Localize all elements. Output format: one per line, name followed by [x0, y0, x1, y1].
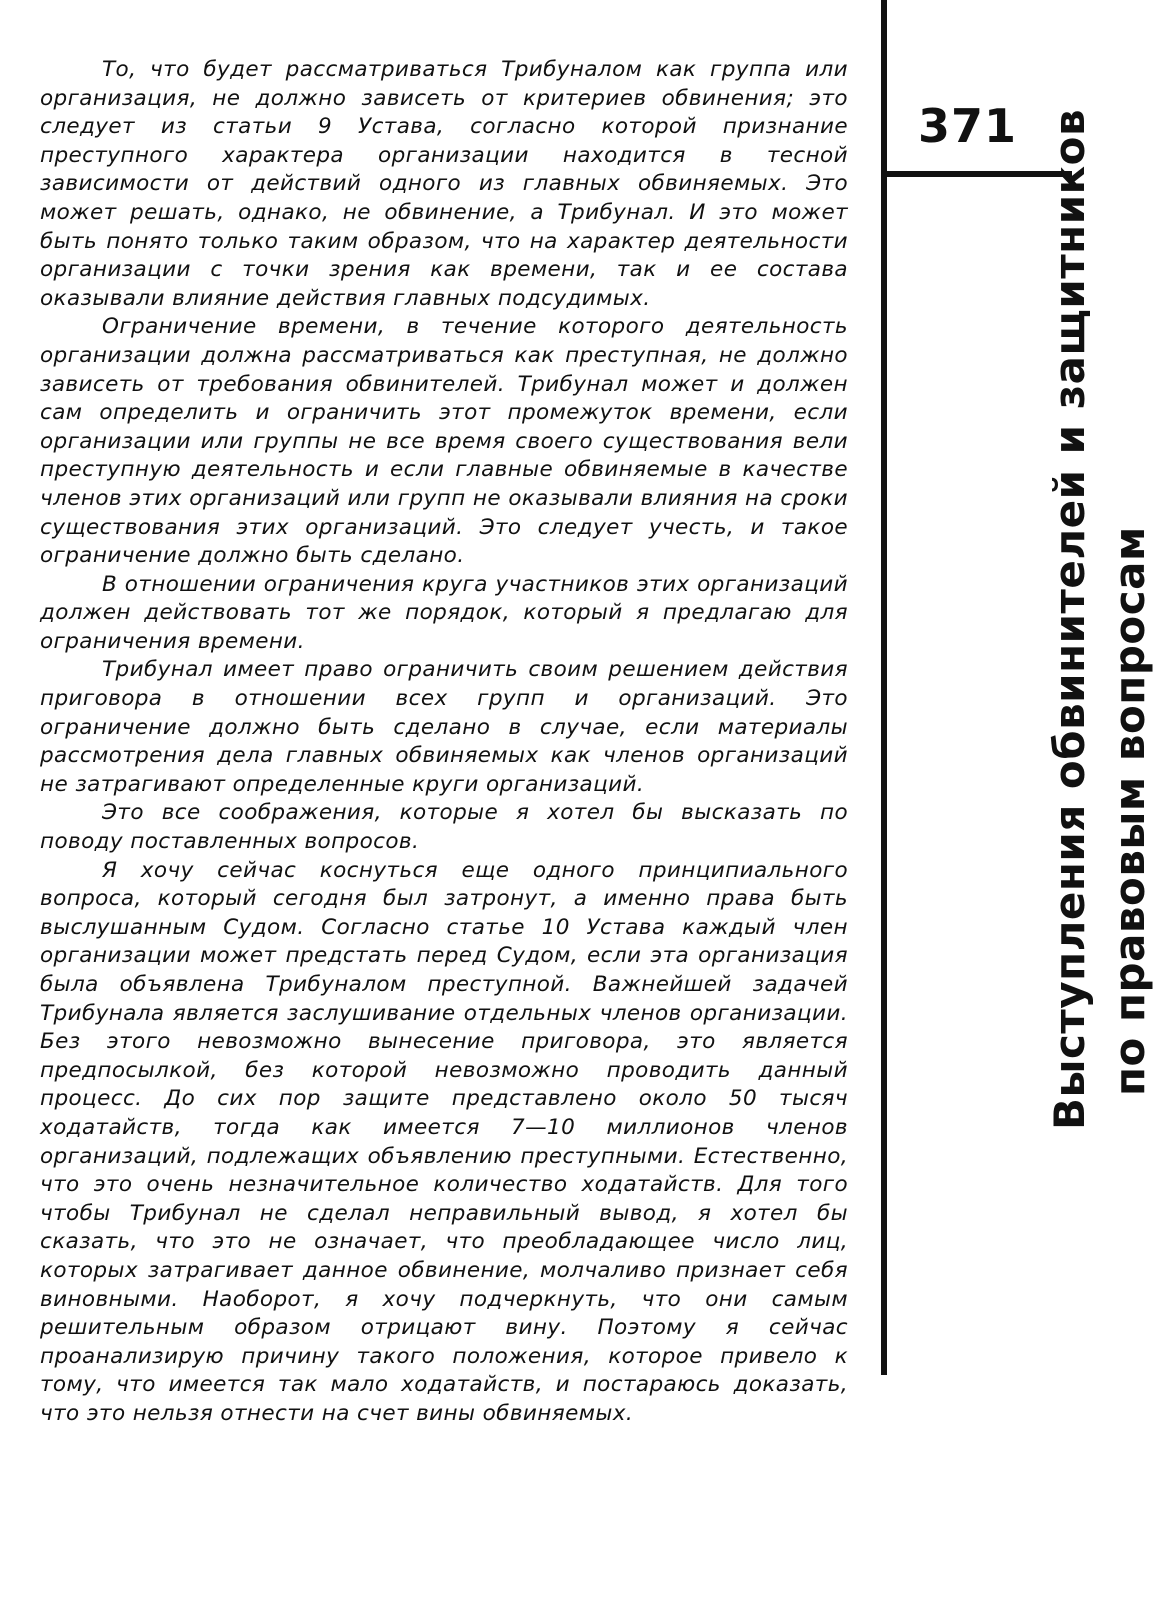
- page-number: 371: [918, 99, 1018, 153]
- margin-rule-vertical: [881, 0, 887, 1375]
- body-text: [40, 56, 848, 1429]
- running-head-line-1: Выступления обвинителей и защитников: [1045, 108, 1094, 1130]
- running-head-line-2: по правовым вопросам: [1105, 526, 1154, 1096]
- paragraph: Трибунал имеет право ограничить своим решением действия приговора в отношении всех групп и организаций. Это ограничение должно быть сделано в случае, если материалы рассмотрения дела главных обвиняемых как членов организаций не затрагивают определенные круги организаций.: [40, 657, 848, 797]
- paragraph: Это все соображения, которые я хотел бы высказать по поводу поставленных вопросов.: [40, 800, 848, 855]
- running-head: [1040, 108, 1160, 1130]
- paragraph: То, что будет рассматриваться Трибуналом как группа или организация, не должно зависеть от критериев обвинения; это следует из статьи 9 Устава, согласно которой признание преступного характера организации находится в тесной зависимости от действий одного из главных обвиняемых. Это может решать, однако, не обвинение, а Трибунал. И это может быть понято только таким образом, что на характер деятельности организации с точки зрения как времени, так и ее состава оказывали влияние действия главных подсудимых.: [40, 57, 848, 311]
- paragraph: Я хочу сейчас коснуться еще одного принципиального вопроса, который сегодня был затронут, а именно права быть выслушанным Судом. Согласно статье 10 Устава каждый член организации может предстать перед Судом, если эта организация была объявлена Трибуналом преступной. Важнейшей задачей Трибунала является заслушивание отдельных членов организации. Без этого невозможно вынесение приговора, это является предпосылкой, без которой невозможно проводить данный процесс. До сих пор защите представлено около 50 тысяч ходатайств, тогда как имеется 7—10 миллионов членов организаций, подлежащих объявлению преступными. Естественно, что это очень незначительное количество ходатайств. Для того чтобы Трибунал не сделал неправильный вывод, я хотел бы сказать, что это не означает, что преобладающее число лиц, которых затрагивает данное обвинение, молчаливо признает себя виновными. Наоборот, я хочу подчеркнуть, что они самым решительным образом отрицают вину. Поэтому я сейчас проанализирую причину такого положения, которое привело к тому, что имеется так мало ходатайств, и постараюсь доказать, что это нельзя отнести на счет вины обвиняемых.: [40, 857, 848, 1426]
- paragraph: Ограничение времени, в течение которого деятельность организации должна рассматриваться как преступная, не должно зависеть от требования обвинителей. Трибунал может и должен сам определить и ограничить этот промежуток времени, если организации или группы не все время своего существования вели преступную деятельность и если главные обвиняемые в качестве членов этих организаций или групп не оказывали влияния на сроки существования этих организаций. Это следует учесть, и такое ограничение должно быть сделано.: [40, 314, 848, 569]
- paragraph: В отношении ограничения круга участников этих организаций должен действовать тот же порядок, который я предлагаю для ограничения времени.: [40, 571, 848, 654]
